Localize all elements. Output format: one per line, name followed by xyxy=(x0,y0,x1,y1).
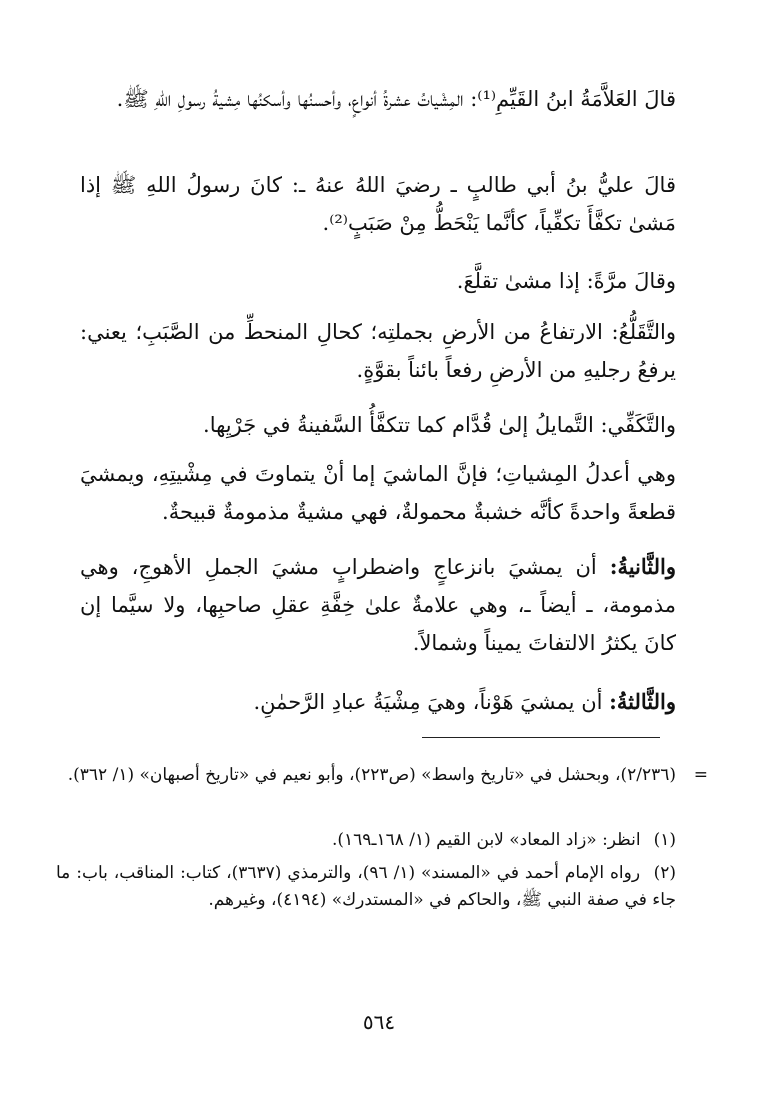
footnote-separator xyxy=(422,737,660,738)
third-type-label: والثَّالثةُ: xyxy=(609,689,676,714)
footnote-continued-text: (٢/٢٣٦)، وبحشل في «تاريخ واسط» (ص٢٢٣)، وأبو نعيم في «تاريخ أصبهان» (١/ ٣٦٢). xyxy=(67,765,676,785)
paragraph-second-type xyxy=(80,548,676,662)
footnote-continued xyxy=(56,762,708,789)
paragraph-best-walk: وهي أعدلُ المِشياتِ؛ فإنَّ الماشيَ إما أنْ يتماوتَ في مِشْيتِهِ، ويمشيَ قطعةً واحدةً كأنَّه خشبةٌ محمولةٌ، فهي مشيةٌ مذمومةٌ قبيحةٌ. xyxy=(80,462,676,524)
footnote-1 xyxy=(56,827,676,854)
paragraph-definition-takaffi: والتَّكَفِّي: التَّمايلُ إلىٰ قُدَّام كما تتكفَّأُ السَّفينةُ في جَرْيِها. xyxy=(203,413,676,437)
footnote-1-text: انظر: «زاد المعاد» لابن القيم (١/ ١٦٨ـ١٦٩). xyxy=(332,830,641,850)
footnote-2-number: (٢) xyxy=(653,863,676,883)
page-number: ٥٦٤ xyxy=(362,1010,396,1034)
footnote-2 xyxy=(56,860,676,914)
paragraph-definition-taqallu: والتَّقَلُّعُ: الارتفاعُ من الأرضِ بجملتِه؛ كحالِ المنحطِّ من الصَّبَبِ؛ يعني: يرفعُ رجليهِ من الأرضِ رفعاً بائناً بقوَّةٍ. xyxy=(80,320,676,382)
second-type-label: والثَّانيةُ: xyxy=(609,554,676,579)
paragraph-ibn-qayyim: قالَ العَلاَّمَةُ ابنُ القَيِّمِ⁽¹⁾: المِشْياتُ عشرةُ أنواعٍ، وأحسنُها وأسكنُها مِشيةُ رسولِ اللهِ ﷺ. xyxy=(116,87,676,111)
paragraph-another-narration: وقالَ مرَّةً: إذا مشىٰ تقلَّعَ. xyxy=(456,269,676,293)
continuation-marker: = xyxy=(693,765,708,785)
paragraph-third-type xyxy=(80,683,676,721)
third-type-text: أن يمشيَ هَوْناً، وهيَ مِشْيَةُ عبادِ الرَّحمٰنِ. xyxy=(253,690,610,714)
footnote-2-text: رواه الإمام أحمد في «المسند» (١/ ٩٦)، والترمذي (٣٦٣٧)، كتاب: المناقب، باب: ما جاء في صفة النبي ﷺ، والحاكم في «المستدرك» (٤١٩٤)، وغيرهم. xyxy=(56,863,676,910)
footnote-1-number: (١) xyxy=(653,830,676,850)
second-type-text: أن يمشيَ بانزعاجٍ واضطرابٍ مشيَ الجملِ الأهوجِ، وهي مذمومة، ـ أيضاً ـ، وهي علامةٌ علىٰ خِفَّةِ عقلِ صاحبِها، ولا سيَّما إن كانَ يكثرُ الالتفاتَ يميناً وشمالاً. xyxy=(80,555,676,655)
paragraph-ali-hadith: قالَ عليُّ بنُ أبي طالبٍ ـ رضيَ اللهُ عنهُ ـ: كانَ رسولُ اللهِ ﷺ إذا مَشىٰ تكفَّأَ تكفِّياً، كأنَّما يَنْحَطُّ مِنْ صَبَبٍ⁽²⁾. xyxy=(80,173,676,235)
